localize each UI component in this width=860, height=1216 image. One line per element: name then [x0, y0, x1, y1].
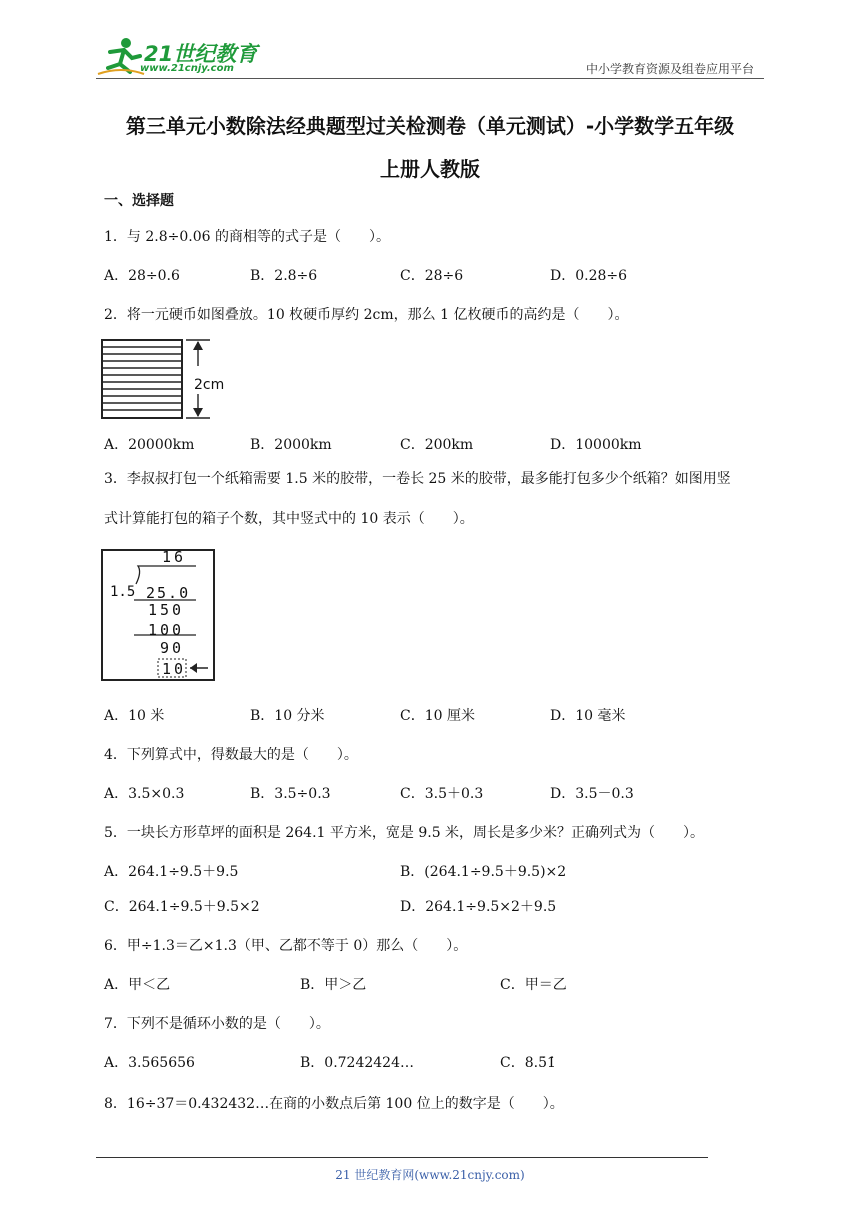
question-2: 2．将一元硬币如图叠放。10 枚硬币厚约 2cm，那么 1 亿枚硬币的高约是（ ）。 [104, 307, 629, 323]
footer-text: 21 世纪教育网(www.21cnjy.com) [335, 1168, 525, 1182]
question-4: 4．下列算式中，得数最大的是（ ）。 [104, 747, 358, 763]
division-dividend: 25.0 [146, 584, 191, 602]
footer-divider [96, 1157, 708, 1158]
q5-option-c: C．264.1÷9.5＋9.5×2 [104, 899, 260, 915]
section-heading: 一、选择题 [104, 193, 174, 209]
logo-text: 21世纪教育 [144, 42, 258, 66]
q5-option-a: A．264.1÷9.5＋9.5 [104, 864, 239, 880]
q3-option-b: B．10 分米 [250, 708, 325, 724]
question-8: 8．16÷37＝0.432432…在商的小数点后第 100 位上的数字是（ ）。 [104, 1096, 564, 1112]
division-row-2: 100 [148, 621, 185, 639]
coin-stack-figure [100, 338, 240, 422]
question-3-line2: 式计算能打包的箱子个数，其中竖式中的 10 表示（ ）。 [104, 511, 474, 527]
q2-option-a: A．20000km [104, 437, 195, 453]
q6-option-b: B．甲＞乙 [300, 977, 367, 993]
q1-option-d: D．0.28÷6 [550, 268, 628, 284]
q1-option-a: A．28÷0.6 [104, 268, 180, 284]
page-title-line2: 上册人教版 [380, 157, 480, 181]
q2-option-b: B．2000km [250, 437, 332, 453]
page-header [0, 0, 860, 82]
q4-option-a: A．3.5×0.3 [104, 786, 185, 802]
division-quotient: 16 [162, 548, 187, 566]
q2-option-c: C．200km [400, 437, 474, 453]
q2-option-d: D．10000km [550, 437, 642, 453]
q7-option-c: C．8.5̇1̇ [500, 1055, 556, 1071]
q4-option-c: C．3.5＋0.3 [400, 786, 484, 802]
long-division-figure [100, 548, 216, 682]
logo-url: www.21cnjy.com [140, 63, 234, 74]
header-divider [96, 78, 764, 79]
division-divisor: 1.5 [110, 584, 136, 600]
q7-option-a: A．3.565656 [104, 1055, 195, 1071]
runner-logo-icon [96, 34, 146, 78]
q1-option-b: B．2.8÷6 [250, 268, 318, 284]
coin-height-label: 2cm [194, 377, 225, 393]
q1-option-c: C．28÷6 [400, 268, 464, 284]
q7-option-b: B．0.7242424… [300, 1055, 414, 1071]
site-logo [96, 34, 266, 78]
page-title-line1: 第三单元小数除法经典题型过关检测卷（单元测试）-小学数学五年级 [125, 114, 735, 138]
q5-option-d: D．264.1÷9.5×2＋9.5 [400, 899, 557, 915]
q6-option-a: A．甲＜乙 [104, 977, 171, 993]
division-row-1: 150 [148, 601, 185, 619]
question-6: 6．甲÷1.3＝乙×1.3（甲、乙都不等于 0）那么（ ）。 [104, 938, 468, 954]
q4-option-d: D．3.5－0.3 [550, 786, 634, 802]
q4-option-b: B．3.5÷0.3 [250, 786, 331, 802]
q3-option-c: C．10 厘米 [400, 708, 475, 724]
division-remainder: 10 [162, 660, 187, 678]
question-7: 7．下列不是循环小数的是（ ）。 [104, 1016, 330, 1032]
question-3-line1: 3．李叔叔打包一个纸箱需要 1.5 米的胶带，一卷长 25 米的胶带，最多能打包多少个纸箱？如图用竖 [104, 471, 731, 487]
division-row-3: 90 [160, 639, 185, 657]
question-5: 5．一块长方形草坪的面积是 264.1 平方米，宽是 9.5 米，周长是多少米？正确列式为（ ）。 [104, 825, 705, 841]
header-platform-text: 中小学教育资源及组卷应用平台 [585, 62, 754, 76]
q3-option-d: D．10 毫米 [550, 708, 626, 724]
question-1: 1．与 2.8÷0.06 的商相等的式子是（ ）。 [104, 229, 390, 245]
q5-option-b: B．(264.1÷9.5＋9.5)×2 [400, 864, 567, 880]
q3-option-a: A．10 米 [104, 708, 165, 724]
q6-option-c: C．甲＝乙 [500, 977, 567, 993]
